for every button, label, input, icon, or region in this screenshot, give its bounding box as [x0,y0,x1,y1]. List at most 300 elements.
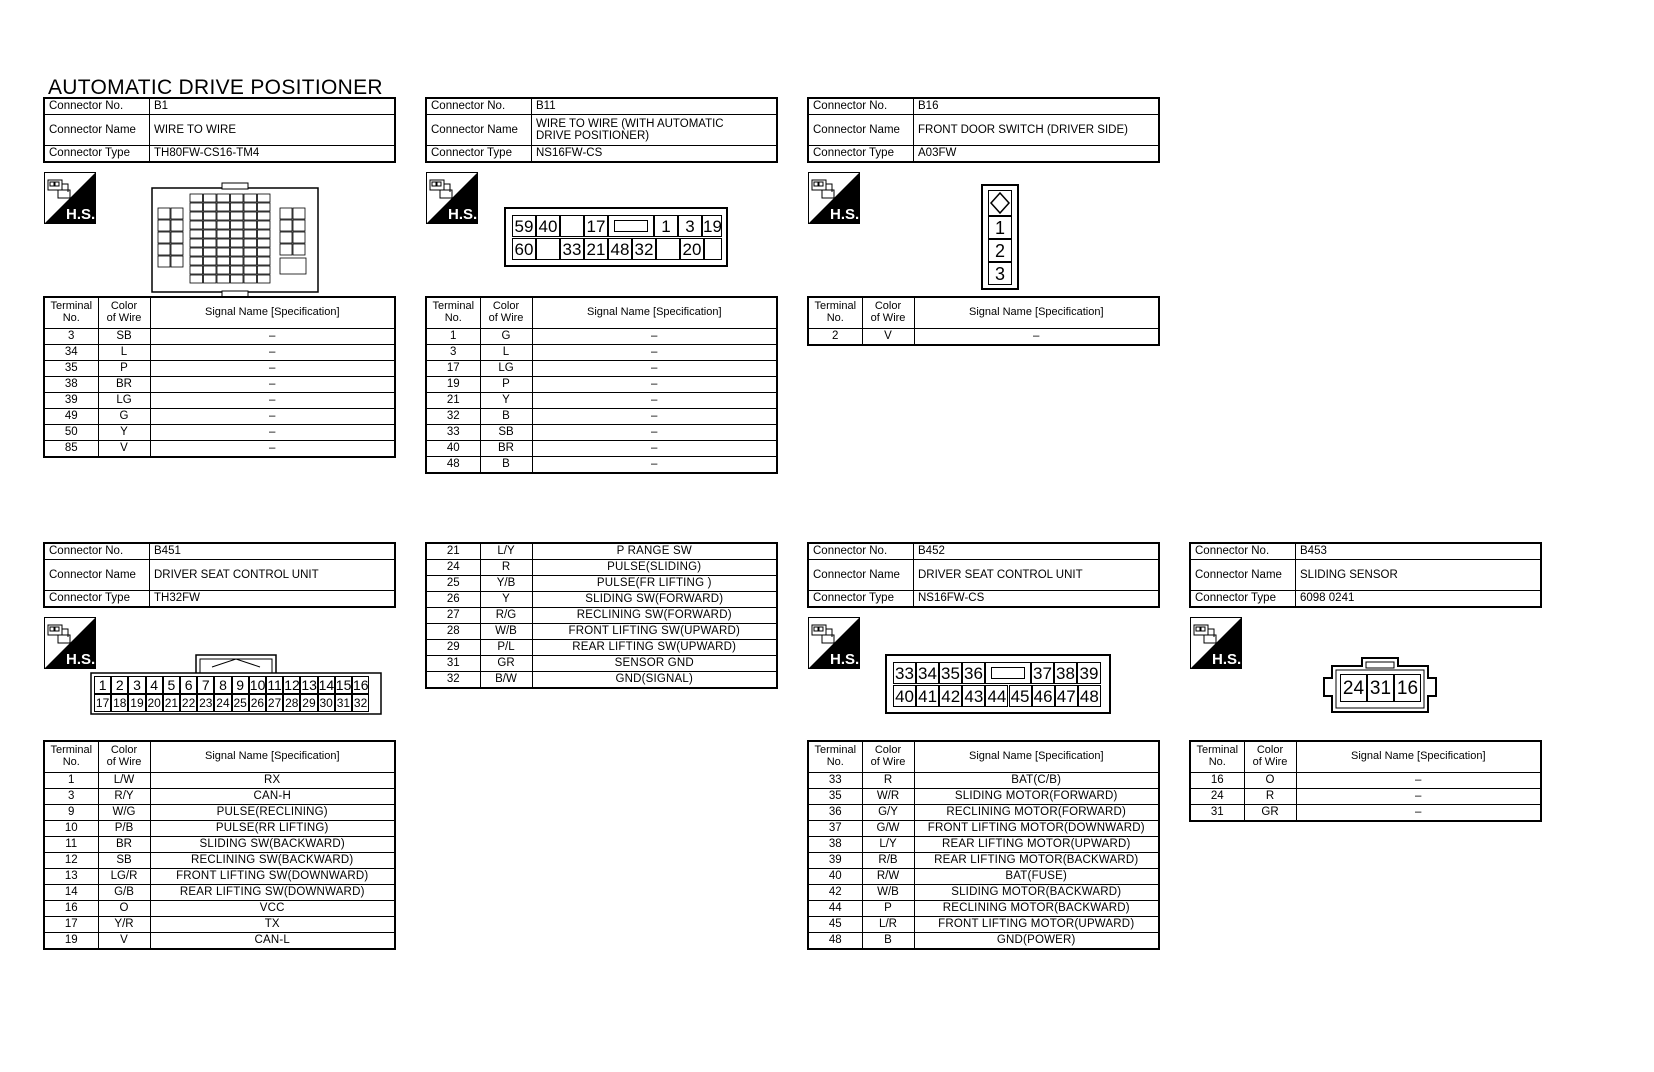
connector-no-value: B1 [150,98,396,115]
table-row [808,837,1159,853]
terminal-cell: 28 [426,624,480,640]
color-cell: BR [98,837,150,853]
pin-20: 20 [147,696,161,710]
signal-cell: P RANGE SW [532,543,777,560]
pin-6: 6 [180,676,197,694]
color-cell: L/R [862,917,914,933]
terminal-table-b1 [43,296,396,458]
signal-cell: RECLINING SW(FORWARD) [532,608,777,624]
color-cell: G/W [862,821,914,837]
label-connector-name: Connector Name [44,115,150,146]
connector-b1-header [43,97,396,163]
table-row [44,901,395,917]
terminal-cell: 49 [44,409,98,425]
table-row [44,425,395,441]
terminal-cell: 39 [44,393,98,409]
table-row [808,853,1159,869]
svg-text:H.S.: H.S. [66,651,96,668]
pin-48: 48 [1078,685,1101,707]
table-row [426,672,777,689]
pin-40: 40 [893,685,916,707]
label-connector-type: Connector Type [44,591,150,608]
signal-cell: RECLINING SW(BACKWARD) [150,853,395,869]
signal-cell: BAT(C/B) [914,773,1159,789]
signal-cell: – [532,361,777,377]
terminal-cell: 3 [44,789,98,805]
color-cell: LG [480,361,532,377]
color-cell: BR [480,441,532,457]
color-cell: B [862,933,914,950]
table-row [1190,789,1541,805]
pin-18: 18 [113,696,127,710]
table-row [426,377,777,393]
pin-key-inner [614,220,648,232]
terminal-cell: 40 [808,869,862,885]
pin-10: 10 [249,677,266,693]
pin-20: 20 [680,238,704,260]
pin-35: 35 [939,662,962,684]
pin-31: 31 [336,696,351,710]
label-connector-name: Connector Name [44,560,150,591]
pin-23: 23 [199,696,213,710]
connector-b1-face-diagram [150,182,320,298]
label-connector-name: Connector Name [808,115,914,146]
color-cell: V [98,933,150,950]
pin-17: 17 [95,696,110,710]
label-connector-type: Connector Type [426,146,532,163]
pin-29: 29 [302,696,316,710]
signal-cell: REAR LIFTING MOTOR(BACKWARD) [914,853,1159,869]
table-row [426,393,777,409]
color-cell: W/R [862,789,914,805]
terminal-cell: 26 [426,592,480,608]
connector-type-value: A03FW [914,146,1160,163]
pin-2: 2 [111,676,128,694]
terminal-header: Terminal No. [808,741,862,773]
table-row [426,409,777,425]
color-header: Color of Wire [98,741,150,773]
pin-16: 16 [1394,674,1421,702]
signal-cell: – [150,345,395,361]
table-row [44,361,395,377]
label-connector-no: Connector No. [426,98,532,115]
signal-cell: – [150,425,395,441]
color-cell: W/G [98,805,150,821]
pin-24: 24 [1340,674,1367,702]
color-cell: L/W [98,773,150,789]
table-row [44,789,395,805]
table-row [426,592,777,608]
signal-cell: SLIDING SW(FORWARD) [532,592,777,608]
pin-43: 43 [962,685,985,707]
color-cell: R/G [480,608,532,624]
color-cell: Y [480,393,532,409]
signal-cell: – [914,329,1159,346]
pin-21: 21 [584,238,608,260]
pin-39: 39 [1077,662,1101,684]
color-header: Color of Wire [862,741,914,773]
table-row [1190,805,1541,822]
pin-30: 30 [319,696,333,710]
table-row [808,869,1159,885]
signal-cell: REAR LIFTING SW(DOWNWARD) [150,885,395,901]
signal-header: Signal Name [Specification] [914,741,1159,773]
terminal-cell: 44 [808,901,862,917]
hs-icon [426,172,478,224]
pin-3: 3 [128,676,145,694]
color-cell: LG [98,393,150,409]
label-connector-no: Connector No. [44,98,150,115]
signal-cell: REAR LIFTING MOTOR(UPWARD) [914,837,1159,853]
terminal-cell: 31 [426,656,480,672]
connector-b16-header [807,97,1160,163]
signal-cell: PULSE(SLIDING) [532,560,777,576]
pin-28: 28 [285,696,299,710]
terminal-header: Terminal No. [44,741,98,773]
label-connector-type: Connector Type [1190,591,1296,608]
terminal-table-b452 [807,740,1160,950]
terminal-cell: 16 [44,901,98,917]
signal-cell: – [150,329,395,345]
connector-no-value: B452 [914,543,1160,560]
pin-19: 19 [703,217,722,236]
connector-name-value: FRONT DOOR SWITCH (DRIVER SIDE) [914,115,1160,146]
table-row [426,560,777,576]
signal-cell: PULSE(RR LIFTING) [150,821,395,837]
color-cell: Y [480,592,532,608]
signal-cell: – [150,377,395,393]
terminal-cell: 19 [426,377,480,393]
signal-cell: – [1296,805,1541,822]
pin-3: 3 [988,262,1012,285]
signal-cell: – [150,441,395,458]
color-header: Color of Wire [1244,741,1296,773]
hs-icon [808,617,860,669]
pin-45: 45 [1009,685,1032,707]
color-header: Color of Wire [480,297,532,329]
signal-cell: PULSE(FR LIFTING ) [532,576,777,592]
pin-13: 13 [301,677,317,693]
connector-no-value: B453 [1296,543,1542,560]
signal-cell: – [150,361,395,377]
color-cell: L/Y [862,837,914,853]
terminal-cell: 29 [426,640,480,656]
signal-cell: – [532,441,777,457]
table-row [426,608,777,624]
pin-blank [536,238,560,260]
color-cell: Y/B [480,576,532,592]
color-header: Color of Wire [862,297,914,329]
color-cell: B [480,457,532,474]
svg-text:H.S.: H.S. [66,206,96,223]
color-cell: R [1244,789,1296,805]
connector-b16-face-diagram [981,184,1019,290]
signal-cell: FRONT LIFTING SW(DOWNWARD) [150,869,395,885]
table-row [808,329,1159,346]
connector-b453-header [1189,542,1542,608]
signal-cell: – [1296,773,1541,789]
pin-32: 32 [353,696,368,710]
terminal-cell: 42 [808,885,862,901]
table-row [808,789,1159,805]
color-cell: V [98,441,150,458]
table-row [426,457,777,474]
terminal-header: Terminal No. [44,297,98,329]
terminal-cell: 24 [426,560,480,576]
color-cell: P [480,377,532,393]
terminal-cell: 1 [44,773,98,789]
pin-33: 33 [560,238,584,260]
pin-34: 34 [916,662,939,684]
table-row [44,441,395,458]
color-cell: P [98,361,150,377]
table-row [44,917,395,933]
signal-cell: SENSOR GND [532,656,777,672]
terminal-table-b453 [1189,740,1542,822]
signal-cell: – [532,425,777,441]
hs-icon [808,172,860,224]
pin-36: 36 [962,662,985,684]
pin-44: 44 [985,685,1008,707]
color-cell: P [862,901,914,917]
terminal-cell: 17 [426,361,480,377]
terminal-cell: 35 [44,361,98,377]
signal-cell: – [150,409,395,425]
terminal-cell: 13 [44,869,98,885]
pin-47: 47 [1055,685,1078,707]
pin-2: 2 [988,239,1012,262]
hs-icon [1190,617,1242,669]
table-row [44,933,395,950]
table-row [808,821,1159,837]
terminal-cell: 36 [808,805,862,821]
label-connector-no: Connector No. [808,98,914,115]
connector-type-value: NS16FW-CS [532,146,778,163]
color-cell: G [98,409,150,425]
terminal-cell: 50 [44,425,98,441]
terminal-cell: 38 [44,377,98,393]
pin-16: 16 [353,677,369,693]
pin-blank [560,215,584,237]
pin-59: 59 [512,215,536,237]
pin-32: 32 [632,238,656,260]
terminal-cell: 31 [1190,805,1244,822]
signal-cell: SLIDING MOTOR(BACKWARD) [914,885,1159,901]
label-connector-name: Connector Name [808,560,914,591]
connector-no-value: B16 [914,98,1160,115]
signal-cell: – [532,329,777,345]
table-row [426,425,777,441]
connector-no-value: B451 [150,543,396,560]
pin-7: 7 [197,676,214,694]
color-cell: R/B [862,853,914,869]
label-connector-no: Connector No. [1190,543,1296,560]
label-connector-no: Connector No. [808,543,914,560]
label-connector-type: Connector Type [808,591,914,608]
terminal-table-b451-continued [425,542,778,689]
color-cell: L/Y [480,543,532,560]
pin-42: 42 [939,685,962,707]
table-row [426,543,777,560]
svg-text:H.S.: H.S. [830,206,860,223]
pin-33: 33 [893,662,916,684]
table-row [808,917,1159,933]
label-connector-name: Connector Name [1190,560,1296,591]
color-cell: B [480,409,532,425]
color-header: Color of Wire [98,297,150,329]
table-row [44,393,395,409]
color-cell: GR [1244,805,1296,822]
connector-b452-header [807,542,1160,608]
pin-26: 26 [250,696,265,710]
pin-8: 8 [214,676,231,694]
color-cell: W/B [480,624,532,640]
table-row [44,853,395,869]
hs-icon [44,172,96,224]
connector-no-value: B11 [532,98,778,115]
table-row [44,773,395,789]
pin-15: 15 [335,677,352,693]
table-row [44,837,395,853]
pin-37: 37 [1031,662,1054,684]
terminal-cell: 34 [44,345,98,361]
connector-b453-face-diagram [1322,656,1438,714]
pin-12: 12 [284,677,300,693]
pin-9: 9 [232,676,249,694]
connector-name-value: SLIDING SENSOR [1296,560,1542,591]
table-row [44,377,395,393]
svg-text:H.S.: H.S. [830,651,860,668]
pin-19: 19 [130,696,144,710]
connector-name-value: DRIVER SEAT CONTROL UNIT [150,560,396,591]
terminal-cell: 35 [808,789,862,805]
pin-27: 27 [267,696,282,710]
color-cell: GR [480,656,532,672]
pin-25: 25 [233,696,247,710]
signal-cell: – [1296,789,1541,805]
label-connector-no: Connector No. [44,543,150,560]
terminal-cell: 32 [426,672,480,689]
color-cell: G [480,329,532,345]
signal-cell: RECLINING MOTOR(BACKWARD) [914,901,1159,917]
color-cell: G/Y [862,805,914,821]
terminal-cell: 25 [426,576,480,592]
connector-b451-face-diagram [90,653,382,715]
pin-5: 5 [163,676,180,694]
terminal-cell: 11 [44,837,98,853]
terminal-cell: 21 [426,393,480,409]
pin-60: 60 [512,238,536,260]
pin-24: 24 [216,696,230,710]
terminal-cell: 33 [426,425,480,441]
terminal-cell: 39 [808,853,862,869]
hs-icon [44,617,96,669]
terminal-cell: 2 [808,329,862,346]
signal-cell: CAN-H [150,789,395,805]
color-cell: Y [98,425,150,441]
table-row [426,624,777,640]
signal-header: Signal Name [Specification] [1296,741,1541,773]
table-row [44,805,395,821]
signal-cell: – [150,393,395,409]
label-connector-name: Connector Name [426,115,532,146]
terminal-cell: 24 [1190,789,1244,805]
color-cell: B/W [480,672,532,689]
signal-cell: BAT(FUSE) [914,869,1159,885]
table-row [426,361,777,377]
terminal-cell: 14 [44,885,98,901]
table-row [1190,773,1541,789]
pin-1: 1 [988,216,1012,239]
color-cell: LG/R [98,869,150,885]
table-row [808,885,1159,901]
signal-cell: – [532,377,777,393]
signal-cell: REAR LIFTING SW(UPWARD) [532,640,777,656]
signal-cell: – [532,393,777,409]
signal-cell: FRONT LIFTING MOTOR(DOWNWARD) [914,821,1159,837]
connector-type-value: TH32FW [150,591,396,608]
terminal-cell: 19 [44,933,98,950]
signal-header: Signal Name [Specification] [532,297,777,329]
color-cell: SB [98,853,150,869]
pin-38: 38 [1054,662,1077,684]
table-row [426,640,777,656]
connector-name-value: WIRE TO WIRE [150,115,396,146]
table-row [44,409,395,425]
table-row [808,901,1159,917]
connector-b11-face-diagram [504,207,728,267]
terminal-cell: 3 [44,329,98,345]
terminal-cell: 40 [426,441,480,457]
color-cell: P/L [480,640,532,656]
signal-cell: GND(SIGNAL) [532,672,777,689]
table-row [44,885,395,901]
color-cell: R/W [862,869,914,885]
table-row [44,869,395,885]
signal-cell: – [532,409,777,425]
signal-cell: CAN-L [150,933,395,950]
table-row [44,821,395,837]
terminal-cell: 27 [426,608,480,624]
pin-17: 17 [584,215,608,237]
color-cell: P/B [98,821,150,837]
connector-b452-face-diagram [885,654,1111,714]
connector-type-value: TH80FW-CS16-TM4 [150,146,396,163]
terminal-cell: 45 [808,917,862,933]
table-row [426,345,777,361]
signal-cell: RX [150,773,395,789]
signal-cell: SLIDING MOTOR(FORWARD) [914,789,1159,805]
color-cell: O [1244,773,1296,789]
pin-40: 40 [536,215,560,237]
pin-1: 1 [654,215,678,237]
color-cell: Y/R [98,917,150,933]
pin-3: 3 [678,215,702,237]
terminal-table-b11 [425,296,778,474]
terminal-cell: 37 [808,821,862,837]
table-row [44,329,395,345]
pin-31: 31 [1367,674,1394,702]
pin-1: 1 [94,676,111,694]
table-row [808,773,1159,789]
pin-48: 48 [608,238,632,260]
table-row [426,576,777,592]
terminal-header: Terminal No. [808,297,862,329]
pin-14: 14 [318,677,335,693]
pin-4: 4 [146,676,163,694]
color-cell: R [480,560,532,576]
table-row [808,805,1159,821]
